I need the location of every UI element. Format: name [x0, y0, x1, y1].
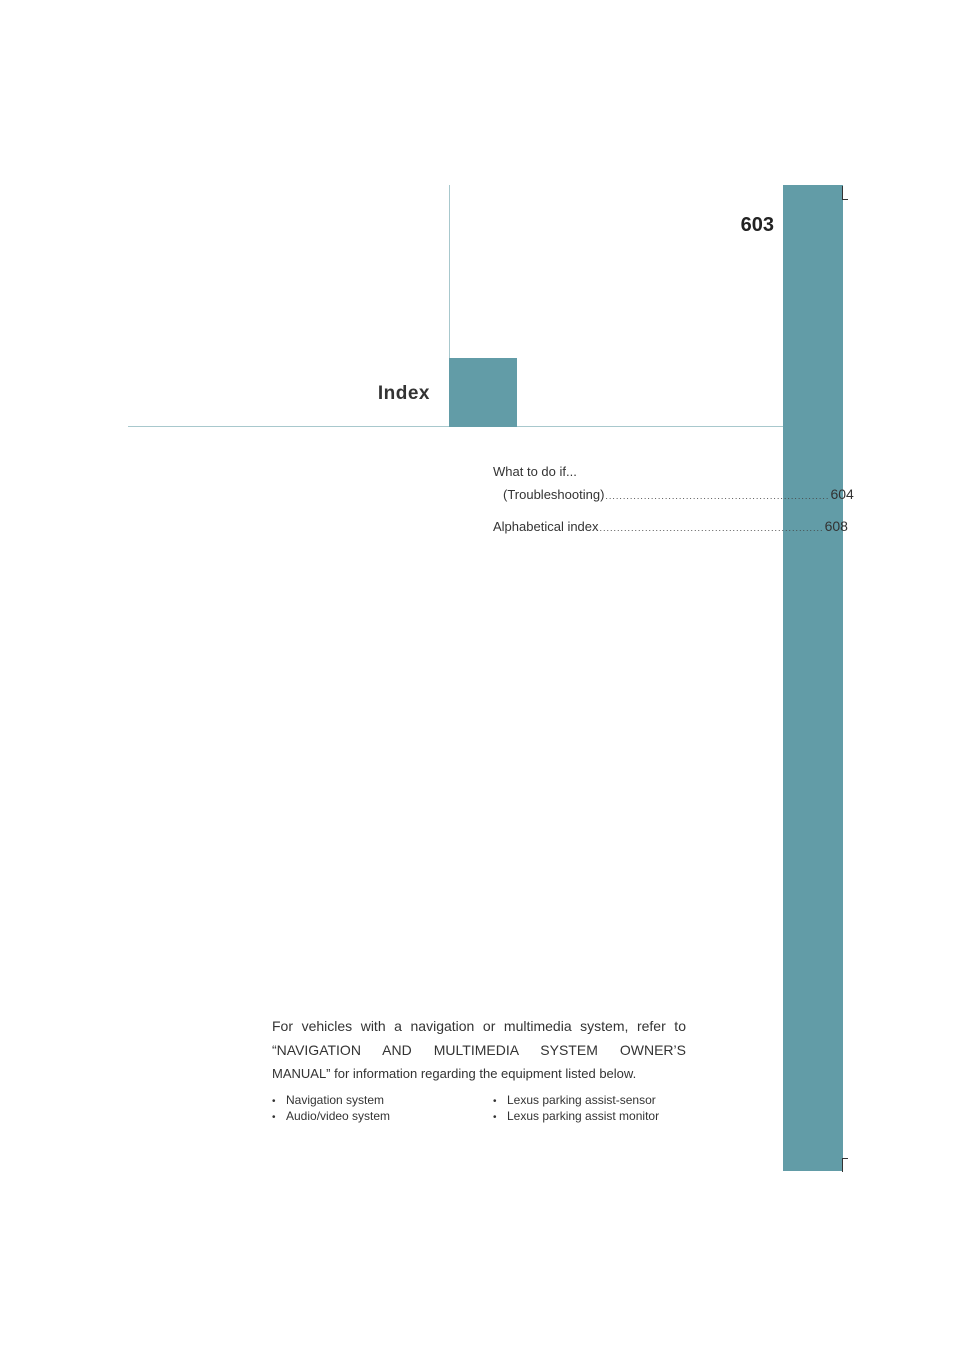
toc-item-troubleshooting-line1[interactable]: [493, 461, 741, 483]
crop-mark-top: [842, 186, 843, 200]
equipment-item: • Navigation system: [272, 1093, 390, 1109]
note-line: MANUAL” for information regarding the equipment listed below.: [272, 1066, 637, 1081]
equipment-item: • Audio/video system: [272, 1109, 390, 1125]
crop-mark-top-h: [842, 199, 848, 200]
page-number: 603: [740, 214, 774, 236]
side-tab: [783, 185, 843, 1171]
equipment-list-right: [493, 1093, 659, 1125]
toc-item-label: What to do if...: [493, 464, 577, 479]
toc-leader: ................................................................: [605, 491, 830, 501]
toc-item-label: Alphabetical index: [493, 519, 599, 534]
note-line: “NAVIGATION AND MULTIMEDIA SYSTEM OWNER’S: [272, 1042, 686, 1058]
navigation-note: [272, 1014, 686, 1062]
equipment-item: • Lexus parking assist monitor: [493, 1109, 659, 1125]
toc-item-label: (Troubleshooting): [503, 487, 605, 502]
toc-item-page: 604: [830, 486, 854, 502]
section-title: Index: [377, 383, 430, 404]
toc-item-alphabetical-index[interactable]: [493, 515, 848, 539]
toc-item-troubleshooting[interactable]: [493, 483, 854, 507]
note-line: For vehicles with a navigation or multimedia system, refer to: [272, 1018, 686, 1034]
table-of-contents: [493, 461, 854, 539]
toc-item-page: 608: [824, 518, 848, 534]
equipment-item: • Lexus parking assist-sensor: [493, 1093, 659, 1109]
crop-mark-bottom: [842, 1158, 843, 1172]
crop-mark-bottom-h: [842, 1158, 848, 1159]
toc-leader: ................................................................: [599, 523, 824, 533]
equipment-list-left: [272, 1093, 390, 1125]
section-color-block: [449, 358, 517, 427]
